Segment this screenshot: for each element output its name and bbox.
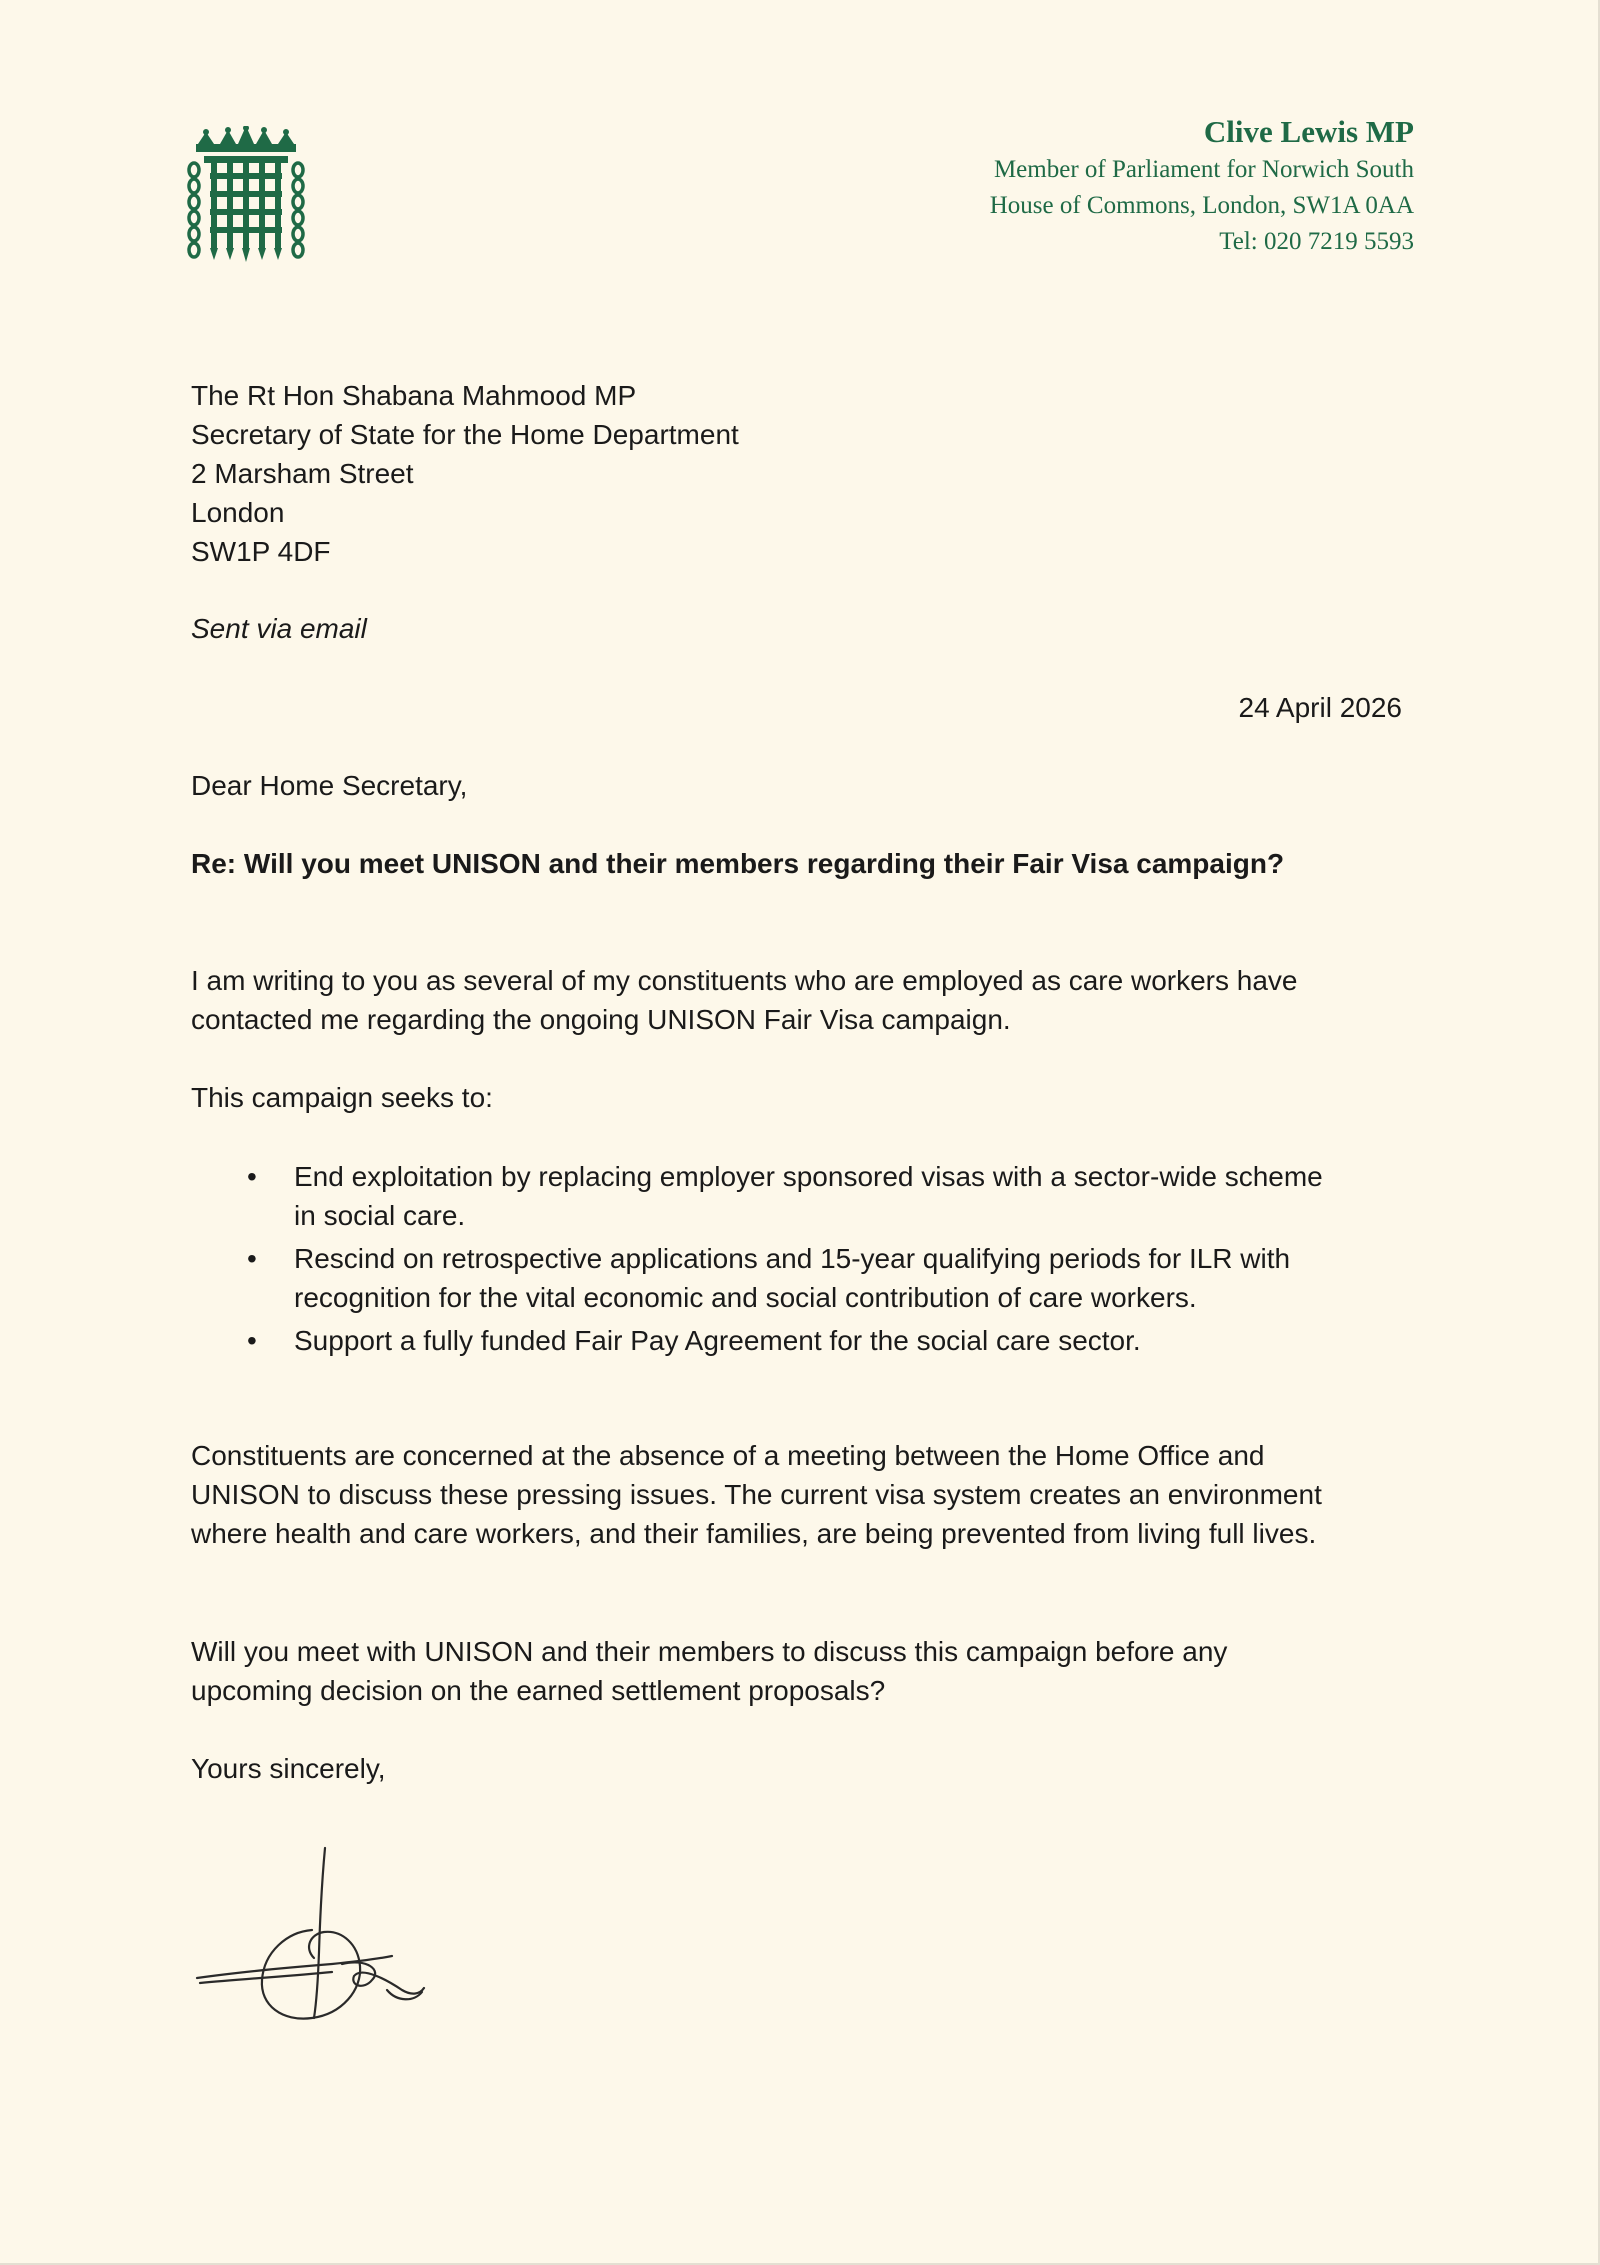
body-paragraph-1: I am writing to you as several of my constituents who are employed as care workers have contacted me regarding the ongoing UNISON Fair Visa campaign. (191, 965, 1298, 1035)
mp-name: Clive Lewis MP (1203, 114, 1414, 149)
list-item-text: End exploitation by replacing employer sponsored visas with a sector-wide scheme in social care. (294, 1161, 1323, 1231)
constituency-line: Member of Parliament for Norwich South (993, 156, 1414, 183)
office-address-line: House of Commons, London, SW1A 0AA (989, 192, 1414, 219)
recipient-name: The Rt Hon Shabana Mahmood MP (191, 380, 637, 411)
list-item (191, 1321, 1341, 1360)
list-item-text: Rescind on retrospective applications and 15-year qualifying periods for ILR with recognition for the vital economic and social contribution of care workers. (294, 1243, 1291, 1313)
list-item (191, 1239, 1341, 1317)
recipient-street: 2 Marsham Street (191, 458, 414, 489)
letterhead (990, 112, 1414, 260)
recipient-city: London (191, 497, 285, 528)
salutation: Dear Home Secretary, (191, 770, 468, 801)
telephone-line: Tel: 020 7219 5593 (1219, 228, 1414, 255)
recipient-postcode: SW1P 4DF (191, 536, 331, 567)
subject-line: Re: Will you meet UNISON and their members regarding their Fair Visa campaign? (191, 848, 1285, 879)
recipient-address (191, 376, 739, 571)
campaign-aims-list (191, 1157, 1341, 1364)
body-paragraph-4: Will you meet with UNISON and their members to discuss this campaign before any upcoming decision on the earned settlement proposals? (191, 1636, 1228, 1706)
body-paragraph-3: Constituents are concerned at the absence of a meeting between the Home Office and UNISON to discuss these pressing issues. The current visa system creates an environment where health and care workers, and their families, are being prevented from living full lives. (191, 1440, 1322, 1549)
body-paragraph-2: This campaign seeks to: (191, 1082, 493, 1113)
list-item-text: Support a fully funded Fair Pay Agreement for the social care sector. (294, 1325, 1141, 1356)
signature-icon (192, 1840, 432, 2030)
sent-via-note: Sent via email (191, 613, 367, 644)
portcullis-icon (186, 126, 306, 264)
bullet-glyph: • (247, 1161, 257, 1192)
list-item (191, 1157, 1341, 1235)
letter-date: 24 April 2026 (1238, 692, 1402, 723)
valediction: Yours sincerely, (191, 1753, 386, 1784)
bullet-glyph: • (247, 1243, 257, 1274)
bullet-glyph: • (247, 1325, 257, 1356)
recipient-title: Secretary of State for the Home Department (191, 419, 739, 450)
